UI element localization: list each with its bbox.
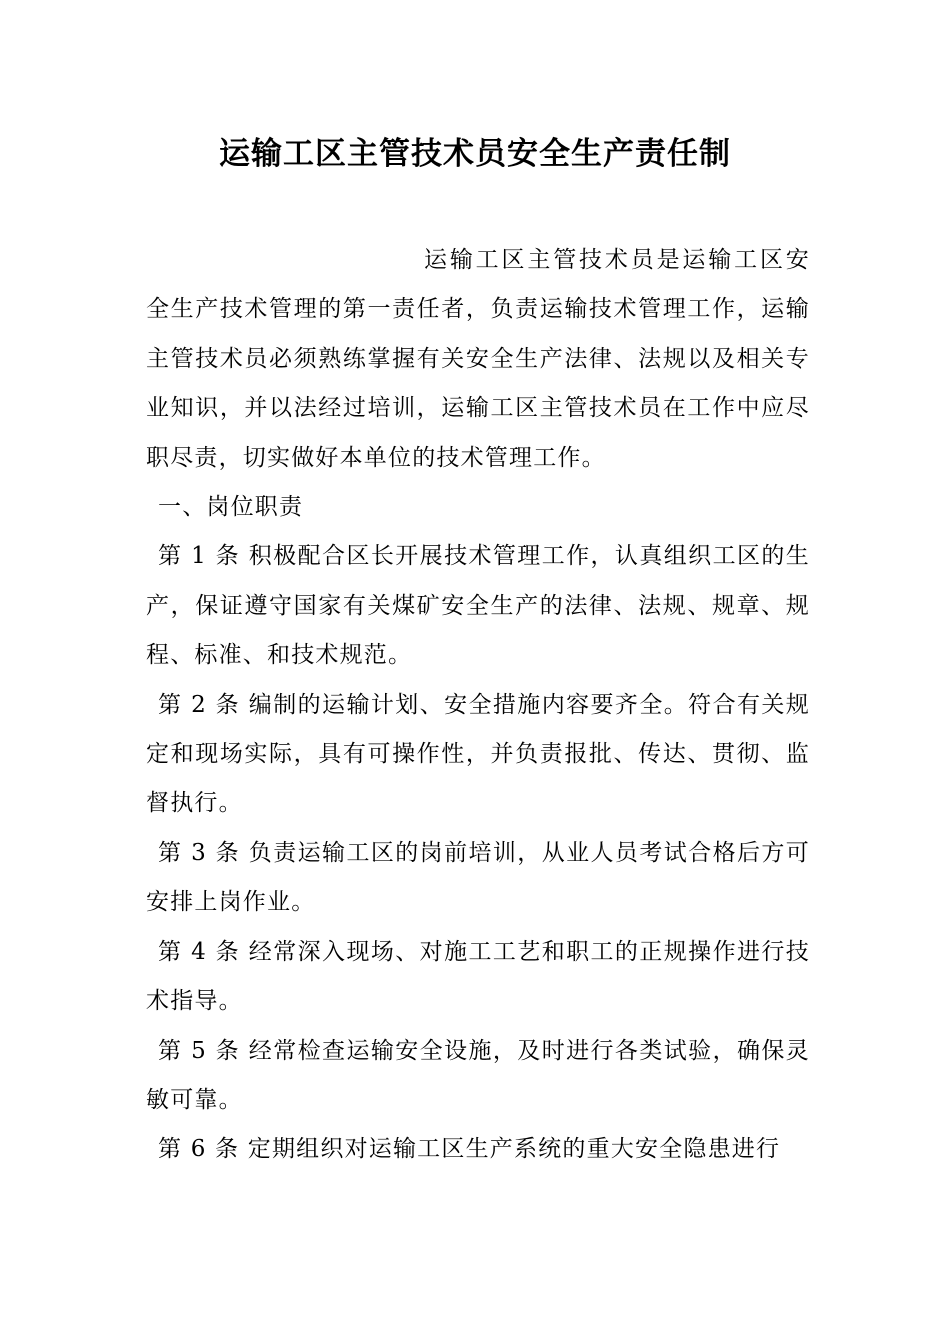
article-5: 第 5 条 经常检查运输安全设施，及时进行各类试验，确保灵敏可靠。	[146, 1037, 810, 1113]
article-6: 第 6 条 定期组织对运输工区生产系统的重大安全隐患进行	[158, 1136, 781, 1163]
document-title: 运输工区主管技术员安全生产责任制	[219, 136, 731, 172]
intro-paragraph: 运输工区主管技术员是运输工区安全生产技术管理的第一责任者，负责运输技术管理工作，运输主管技术员必须熟练掌握有关安全生产法律、法规以及相关专业知识，并以法经过培训，运输工区主管技术员在工作中应尽职尽责，切实做好本单位的技术管理工作。	[146, 247, 810, 471]
section-heading: 一、岗位职责	[158, 494, 304, 521]
article-2: 第 2 条 编制的运输计划、安全措施内容要齐全。符合有关规定和现场实际，具有可操作性，并负责报批、传达、贯彻、监督执行。	[146, 691, 810, 817]
article-1: 第 1 条 积极配合区长开展技术管理工作，认真组织工区的生产，保证遵守国家有关煤矿安全生产的法律、法规、规章、规程、标准、和技术规范。	[146, 543, 810, 669]
document-body	[146, 236, 810, 1175]
article-3: 第 3 条 负责运输工区的岗前培训，从业人员考试合格后方可安排上岗作业。	[146, 839, 810, 916]
article-4: 第 4 条 经常深入现场、对施工工艺和职工的正规操作进行技术指导。	[146, 938, 810, 1015]
